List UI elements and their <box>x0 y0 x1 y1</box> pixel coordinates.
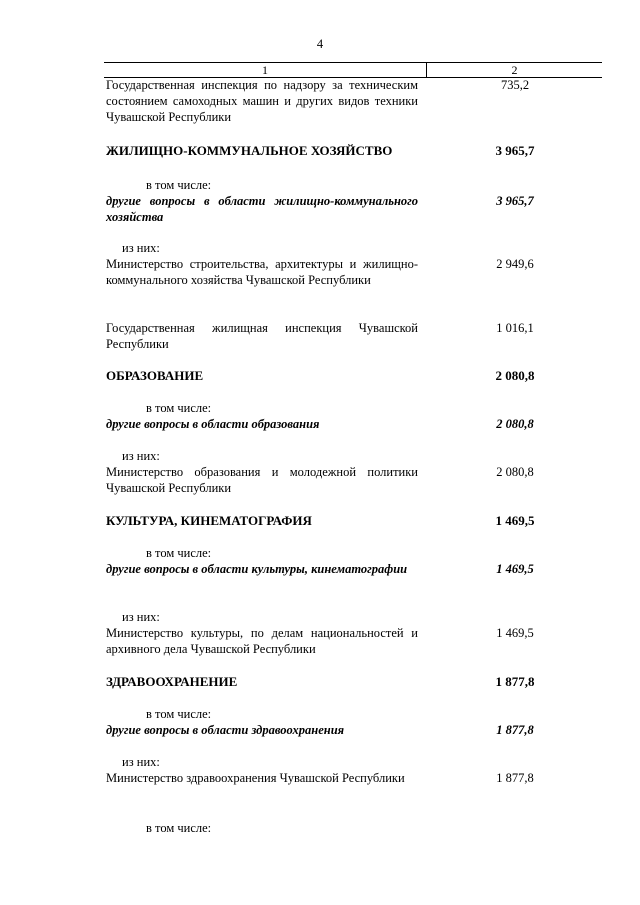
row-name: Министерство образования и молодежной политики Чувашской Республики <box>106 465 418 495</box>
row-name: из них: <box>122 449 160 463</box>
section-value: 1 469,5 <box>495 513 535 528</box>
section-title: КУЛЬТУРА, КИНЕМАТОГРАФИЯ <box>106 513 312 528</box>
section-title: ЗДРАВООХРАНЕНИЕ <box>106 674 238 689</box>
row-name: в том числе: <box>146 178 212 192</box>
section-value: 2 080,8 <box>495 368 535 383</box>
row-value: 1 469,5 <box>496 626 534 640</box>
page-number: 4 <box>316 37 324 51</box>
section-value: 1 877,8 <box>495 674 535 689</box>
table-header-col-2: 2 <box>511 63 518 77</box>
row-name: из них: <box>122 241 160 255</box>
row-name: в том числе: <box>146 821 212 835</box>
subsection-title: другие вопросы в области образования <box>106 417 320 431</box>
subsection-title: другие вопросы в области жилищно-коммунального хозяйства <box>106 194 418 224</box>
row-value: 735,2 <box>500 78 530 92</box>
row-name: из них: <box>122 755 160 769</box>
section-value: 3 965,7 <box>495 143 535 158</box>
subsection-value: 2 080,8 <box>496 417 534 431</box>
row-value: 1 016,1 <box>496 321 534 335</box>
row-value: 2 949,6 <box>496 257 534 271</box>
row-name: в том числе: <box>146 546 212 560</box>
subsection-value: 3 965,7 <box>496 194 534 208</box>
row-name: Государственная инспекция по надзору за техническим состоянием самоходных машин и других видов техники Чувашской Республики <box>106 78 418 124</box>
row-name: Министерство культуры, по делам национальностей и архивного дела Чувашской Республики <box>106 626 418 656</box>
section-title: ОБРАЗОВАНИЕ <box>106 368 204 383</box>
table-header-col-1: 1 <box>104 63 427 77</box>
row-name: Министерство строительства, архитектуры и жилищно-коммунального хозяйства Чувашской Республики <box>106 257 418 287</box>
row-name: Министерство здравоохранения Чувашской Республики <box>106 771 405 785</box>
row-value: 2 080,8 <box>496 465 534 479</box>
row-value: 1 877,8 <box>496 771 534 785</box>
row-name: в том числе: <box>146 401 212 415</box>
row-name: из них: <box>122 610 160 624</box>
subsection-value: 1 877,8 <box>496 723 534 737</box>
section-title: ЖИЛИЩНО-КОММУНАЛЬНОЕ ХОЗЯЙСТВО <box>106 143 393 158</box>
row-name: в том числе: <box>146 707 212 721</box>
subsection-value: 1 469,5 <box>496 562 534 576</box>
row-name: Государственная жилищная инспекция Чувашской Республики <box>106 321 418 351</box>
table-header <box>104 62 602 78</box>
subsection-title: другие вопросы в области культуры, кинематографии <box>106 562 408 576</box>
subsection-title: другие вопросы в области здравоохранения <box>106 723 345 737</box>
